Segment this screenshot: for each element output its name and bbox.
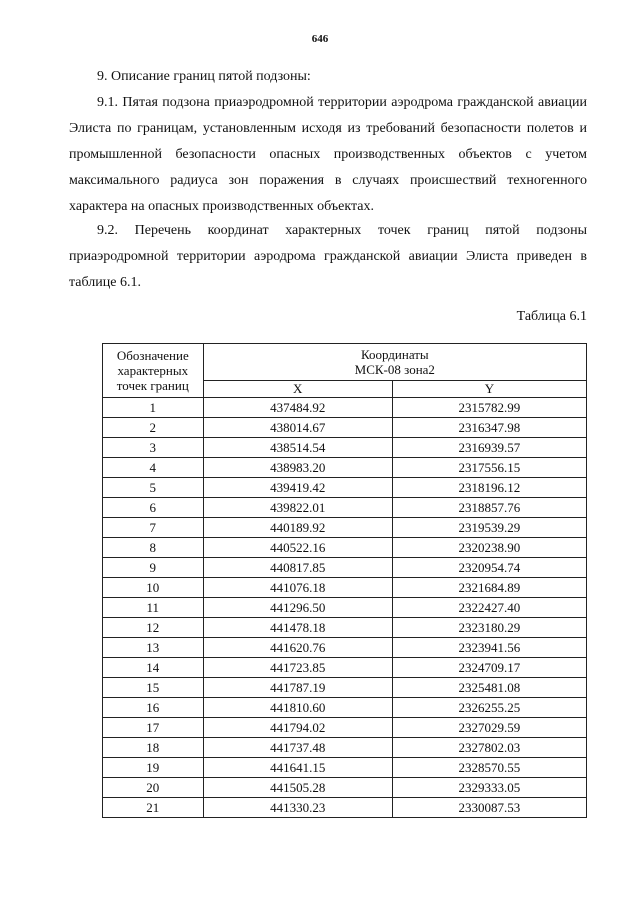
table-row <box>103 658 587 678</box>
point-number-cell: 1 <box>103 398 204 418</box>
y-coordinate-cell: 2324709.17 <box>392 658 586 678</box>
x-coordinate-cell: 441478.18 <box>203 618 392 638</box>
point-number-cell: 17 <box>103 718 204 738</box>
y-coordinate-cell: 2321684.89 <box>392 578 586 598</box>
y-coordinate-cell: 2329333.05 <box>392 778 586 798</box>
point-number-cell: 5 <box>103 478 204 498</box>
point-number-cell: 3 <box>103 438 204 458</box>
table-row <box>103 698 587 718</box>
table-row <box>103 398 587 418</box>
y-coordinate-cell: 2318196.12 <box>392 478 586 498</box>
y-coordinate-cell: 2322427.40 <box>392 598 586 618</box>
table-row <box>103 738 587 758</box>
y-coordinate-cell: 2316939.57 <box>392 438 586 458</box>
point-number-cell: 6 <box>103 498 204 518</box>
x-coordinate-cell: 439419.42 <box>203 478 392 498</box>
point-number-cell: 7 <box>103 518 204 538</box>
point-designation-header-line1: Обозначение <box>116 348 189 363</box>
point-number-cell: 15 <box>103 678 204 698</box>
y-coordinate-cell: 2327029.59 <box>392 718 586 738</box>
x-coordinate-cell: 441505.28 <box>203 778 392 798</box>
coordinates-header-line2: МСК-08 зона2 <box>354 362 435 377</box>
coordinates-header <box>203 344 586 381</box>
page-number: 646 <box>311 33 329 45</box>
x-coordinate-cell: 440817.85 <box>203 558 392 578</box>
coordinates-table-body <box>103 398 587 818</box>
y-coordinate-cell: 2317556.15 <box>392 458 586 478</box>
point-designation-header-line3: точек границ <box>116 378 189 393</box>
y-column-header: Y <box>392 381 586 398</box>
x-coordinate-cell: 441620.76 <box>203 638 392 658</box>
x-coordinate-cell: 438014.67 <box>203 418 392 438</box>
point-number-cell: 20 <box>103 778 204 798</box>
table-row <box>103 518 587 538</box>
x-coordinate-cell: 439822.01 <box>203 498 392 518</box>
y-coordinate-cell: 2328570.55 <box>392 758 586 778</box>
point-number-cell: 21 <box>103 798 204 818</box>
x-coordinate-cell: 438983.20 <box>203 458 392 478</box>
x-coordinate-cell: 437484.92 <box>203 398 392 418</box>
table-caption: Таблица 6.1 <box>516 309 587 324</box>
table-row <box>103 678 587 698</box>
point-designation-header-line2: характерных <box>117 363 189 378</box>
y-coordinate-cell: 2316347.98 <box>392 418 586 438</box>
point-number-cell: 10 <box>103 578 204 598</box>
table-row <box>103 598 587 618</box>
x-coordinate-cell: 438514.54 <box>203 438 392 458</box>
table-row <box>103 418 587 438</box>
x-coordinate-cell: 440522.16 <box>203 538 392 558</box>
point-number-cell: 14 <box>103 658 204 678</box>
coordinates-table <box>102 343 587 818</box>
table-row <box>103 578 587 598</box>
x-coordinate-cell: 441330.23 <box>203 798 392 818</box>
point-number-cell: 13 <box>103 638 204 658</box>
table-row <box>103 438 587 458</box>
x-coordinate-cell: 441723.85 <box>203 658 392 678</box>
paragraph-9-1: 9.1. Пятая подзона приаэродромной территории аэродрома гражданской авиации Элиста по границам, установленным исходя из требований безопасности полетов и промышленной безопасности опасных производственных объектов с учетом максимального радиуса зон поражения в случаях происшествий техногенного характера на опасных производственных объектах. <box>69 95 587 214</box>
point-number-cell: 11 <box>103 598 204 618</box>
section-heading: 9. Описание границ пятой подзоны: <box>97 69 311 84</box>
table-row <box>103 498 587 518</box>
point-number-cell: 16 <box>103 698 204 718</box>
x-coordinate-cell: 440189.92 <box>203 518 392 538</box>
point-number-cell: 2 <box>103 418 204 438</box>
point-number-cell: 9 <box>103 558 204 578</box>
point-number-cell: 19 <box>103 758 204 778</box>
y-coordinate-cell: 2320238.90 <box>392 538 586 558</box>
table-row <box>103 478 587 498</box>
y-coordinate-cell: 2327802.03 <box>392 738 586 758</box>
x-coordinate-cell: 441794.02 <box>203 718 392 738</box>
table-row <box>103 558 587 578</box>
x-column-header: X <box>203 381 392 398</box>
table-row <box>103 798 587 818</box>
y-coordinate-cell: 2318857.76 <box>392 498 586 518</box>
x-coordinate-cell: 441296.50 <box>203 598 392 618</box>
table-row <box>103 538 587 558</box>
y-coordinate-cell: 2326255.25 <box>392 698 586 718</box>
point-number-cell: 8 <box>103 538 204 558</box>
table-row <box>103 618 587 638</box>
point-number-cell: 4 <box>103 458 204 478</box>
coordinates-header-line1: Координаты <box>360 347 429 362</box>
x-coordinate-cell: 441787.19 <box>203 678 392 698</box>
x-coordinate-cell: 441737.48 <box>203 738 392 758</box>
y-coordinate-cell: 2320954.74 <box>392 558 586 578</box>
table-row <box>103 718 587 738</box>
y-coordinate-cell: 2330087.53 <box>392 798 586 818</box>
table-row <box>103 778 587 798</box>
table-row <box>103 758 587 778</box>
y-coordinate-cell: 2325481.08 <box>392 678 586 698</box>
point-number-cell: 18 <box>103 738 204 758</box>
x-coordinate-cell: 441076.18 <box>203 578 392 598</box>
y-coordinate-cell: 2319539.29 <box>392 518 586 538</box>
y-coordinate-cell: 2315782.99 <box>392 398 586 418</box>
x-coordinate-cell: 441810.60 <box>203 698 392 718</box>
point-number-cell: 12 <box>103 618 204 638</box>
y-coordinate-cell: 2323180.29 <box>392 618 586 638</box>
y-coordinate-cell: 2323941.56 <box>392 638 586 658</box>
x-coordinate-cell: 441641.15 <box>203 758 392 778</box>
table-row <box>103 638 587 658</box>
point-designation-header <box>103 344 204 398</box>
table-row <box>103 458 587 478</box>
paragraph-9-2: 9.2. Перечень координат характерных точек границ пятой подзоны приаэродромной территории аэродрома гражданской авиации Элиста приведен в таблице 6.1. <box>69 223 587 290</box>
